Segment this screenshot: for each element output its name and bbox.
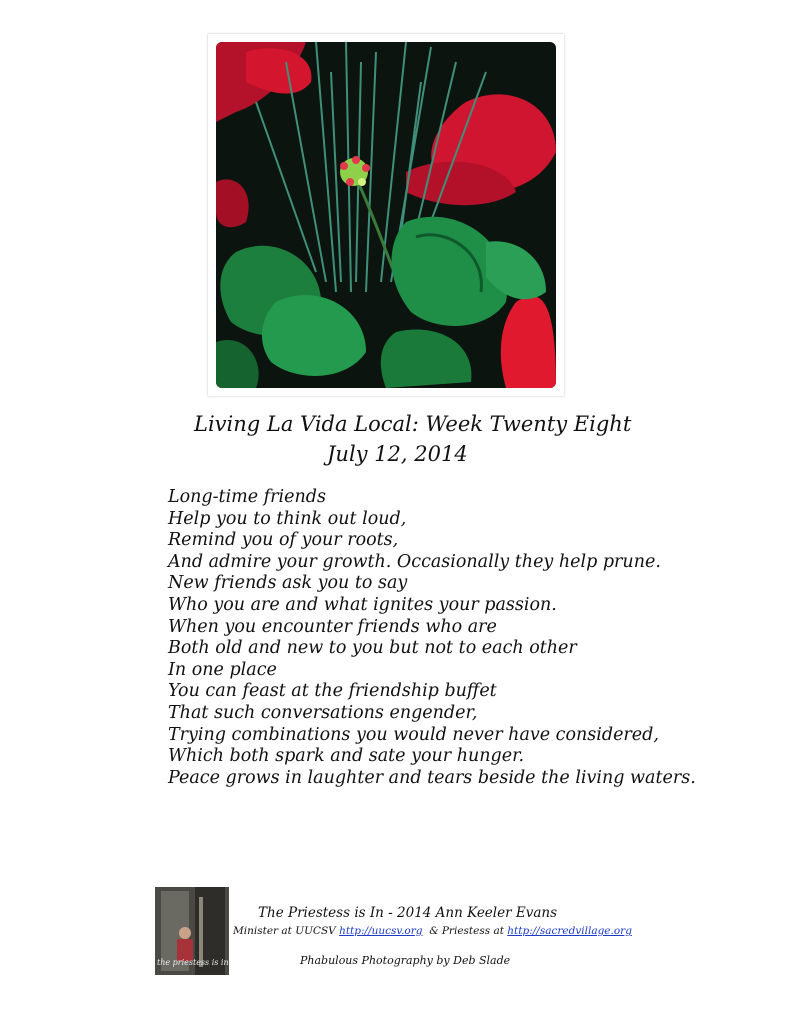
poem-line: Long-time friends <box>168 487 326 507</box>
poem-line: You can feast at the friendship buffet <box>168 681 497 702</box>
poem <box>168 487 696 789</box>
poem-line: Who you are and what ignites your passion. <box>168 594 557 615</box>
poem-line: Both old and new to you but not to each other <box>168 638 577 659</box>
photography-credit: Phabulous Photography by Deb Slade <box>300 954 511 967</box>
thumbnail-caption: the priestess is in <box>157 958 229 967</box>
sacredvillage-link[interactable]: http://sacredvillage.org <box>507 925 632 937</box>
poem-line: Peace grows in laughter and tears beside the living waters. <box>168 767 696 788</box>
minister-prefix: Minister at UUCSV <box>233 925 336 937</box>
poem-line: New friends ask you to say <box>168 573 408 594</box>
poem-line: Which both spark and sate your hunger. <box>168 746 525 767</box>
poem-line: When you encounter friends who are <box>168 616 497 637</box>
minister-line <box>233 925 632 937</box>
priestess-thumbnail <box>155 887 229 975</box>
author-credit: The Priestess is In - 2014 Ann Keeler Evans <box>258 905 558 921</box>
page-date: July 12, 2014 <box>327 442 468 466</box>
poem-line: Trying combinations you would never have considered, <box>168 724 659 745</box>
poem-line: In one place <box>168 659 277 680</box>
uucsv-link[interactable]: http://uucsv.org <box>339 925 423 937</box>
poem-line: That such conversations engender, <box>168 702 478 723</box>
poem-line: And admire your growth. Occasionally they help prune. <box>168 551 661 572</box>
priestess-prefix: & Priestess at <box>429 925 504 937</box>
page-title: Living La Vida Local: Week Twenty Eight <box>194 412 632 436</box>
garden-photo <box>208 34 564 396</box>
poem-line: Help you to think out loud, <box>168 508 407 529</box>
poem-line: Remind you of your roots, <box>168 530 399 551</box>
geranium-image <box>216 42 556 388</box>
